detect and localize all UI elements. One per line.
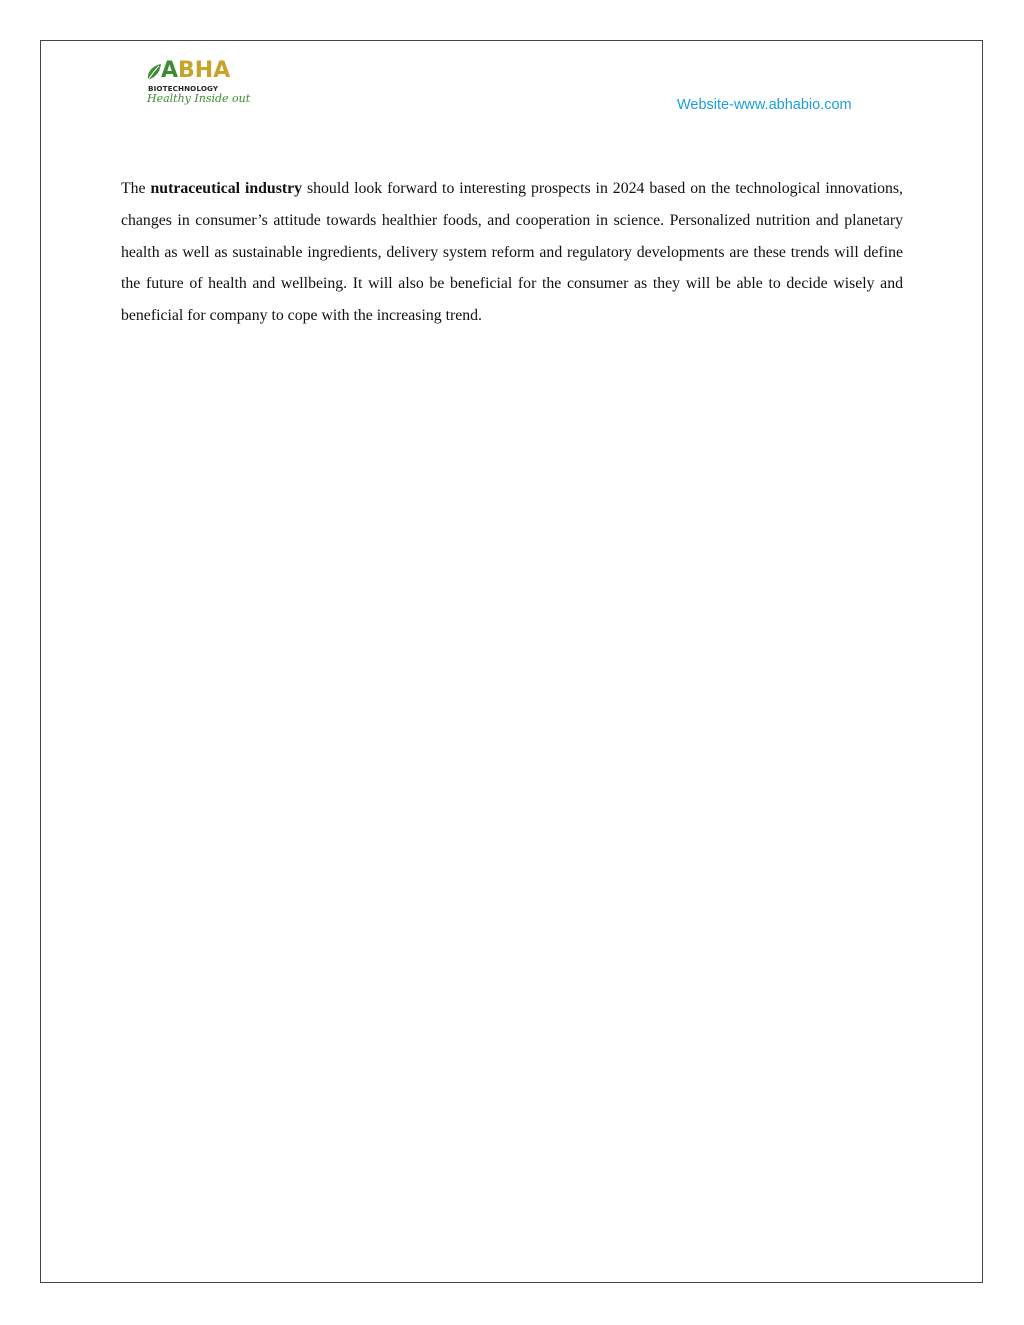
logo-wordmark: ABHA <box>161 58 231 83</box>
website-link[interactable]: Website-www.abhabio.com <box>677 97 852 113</box>
paragraph-bold-term: nutraceutical industry <box>150 180 303 197</box>
body-paragraph <box>121 173 903 332</box>
paragraph-rest: should look forward to interesting prospects in 2024 based on the technological innovations, changes in consumer’s attitude towards healthier foods, and cooperation in science. Personalized nutrition and planetary health as well as sustainable ingredients, delivery system reform and regulatory developments are these trends will define the future of health and wellbeing. It will also be beneficial for the consumer as they will be able to decide wisely and beneficial for company to cope with the increasing trend. <box>121 180 903 325</box>
logo-tagline: Healthy Inside out <box>147 92 251 105</box>
paragraph-lead: The <box>121 180 151 197</box>
company-logo <box>145 58 251 118</box>
logo-subtitle: BIOTECHNOLOGY <box>148 84 219 93</box>
